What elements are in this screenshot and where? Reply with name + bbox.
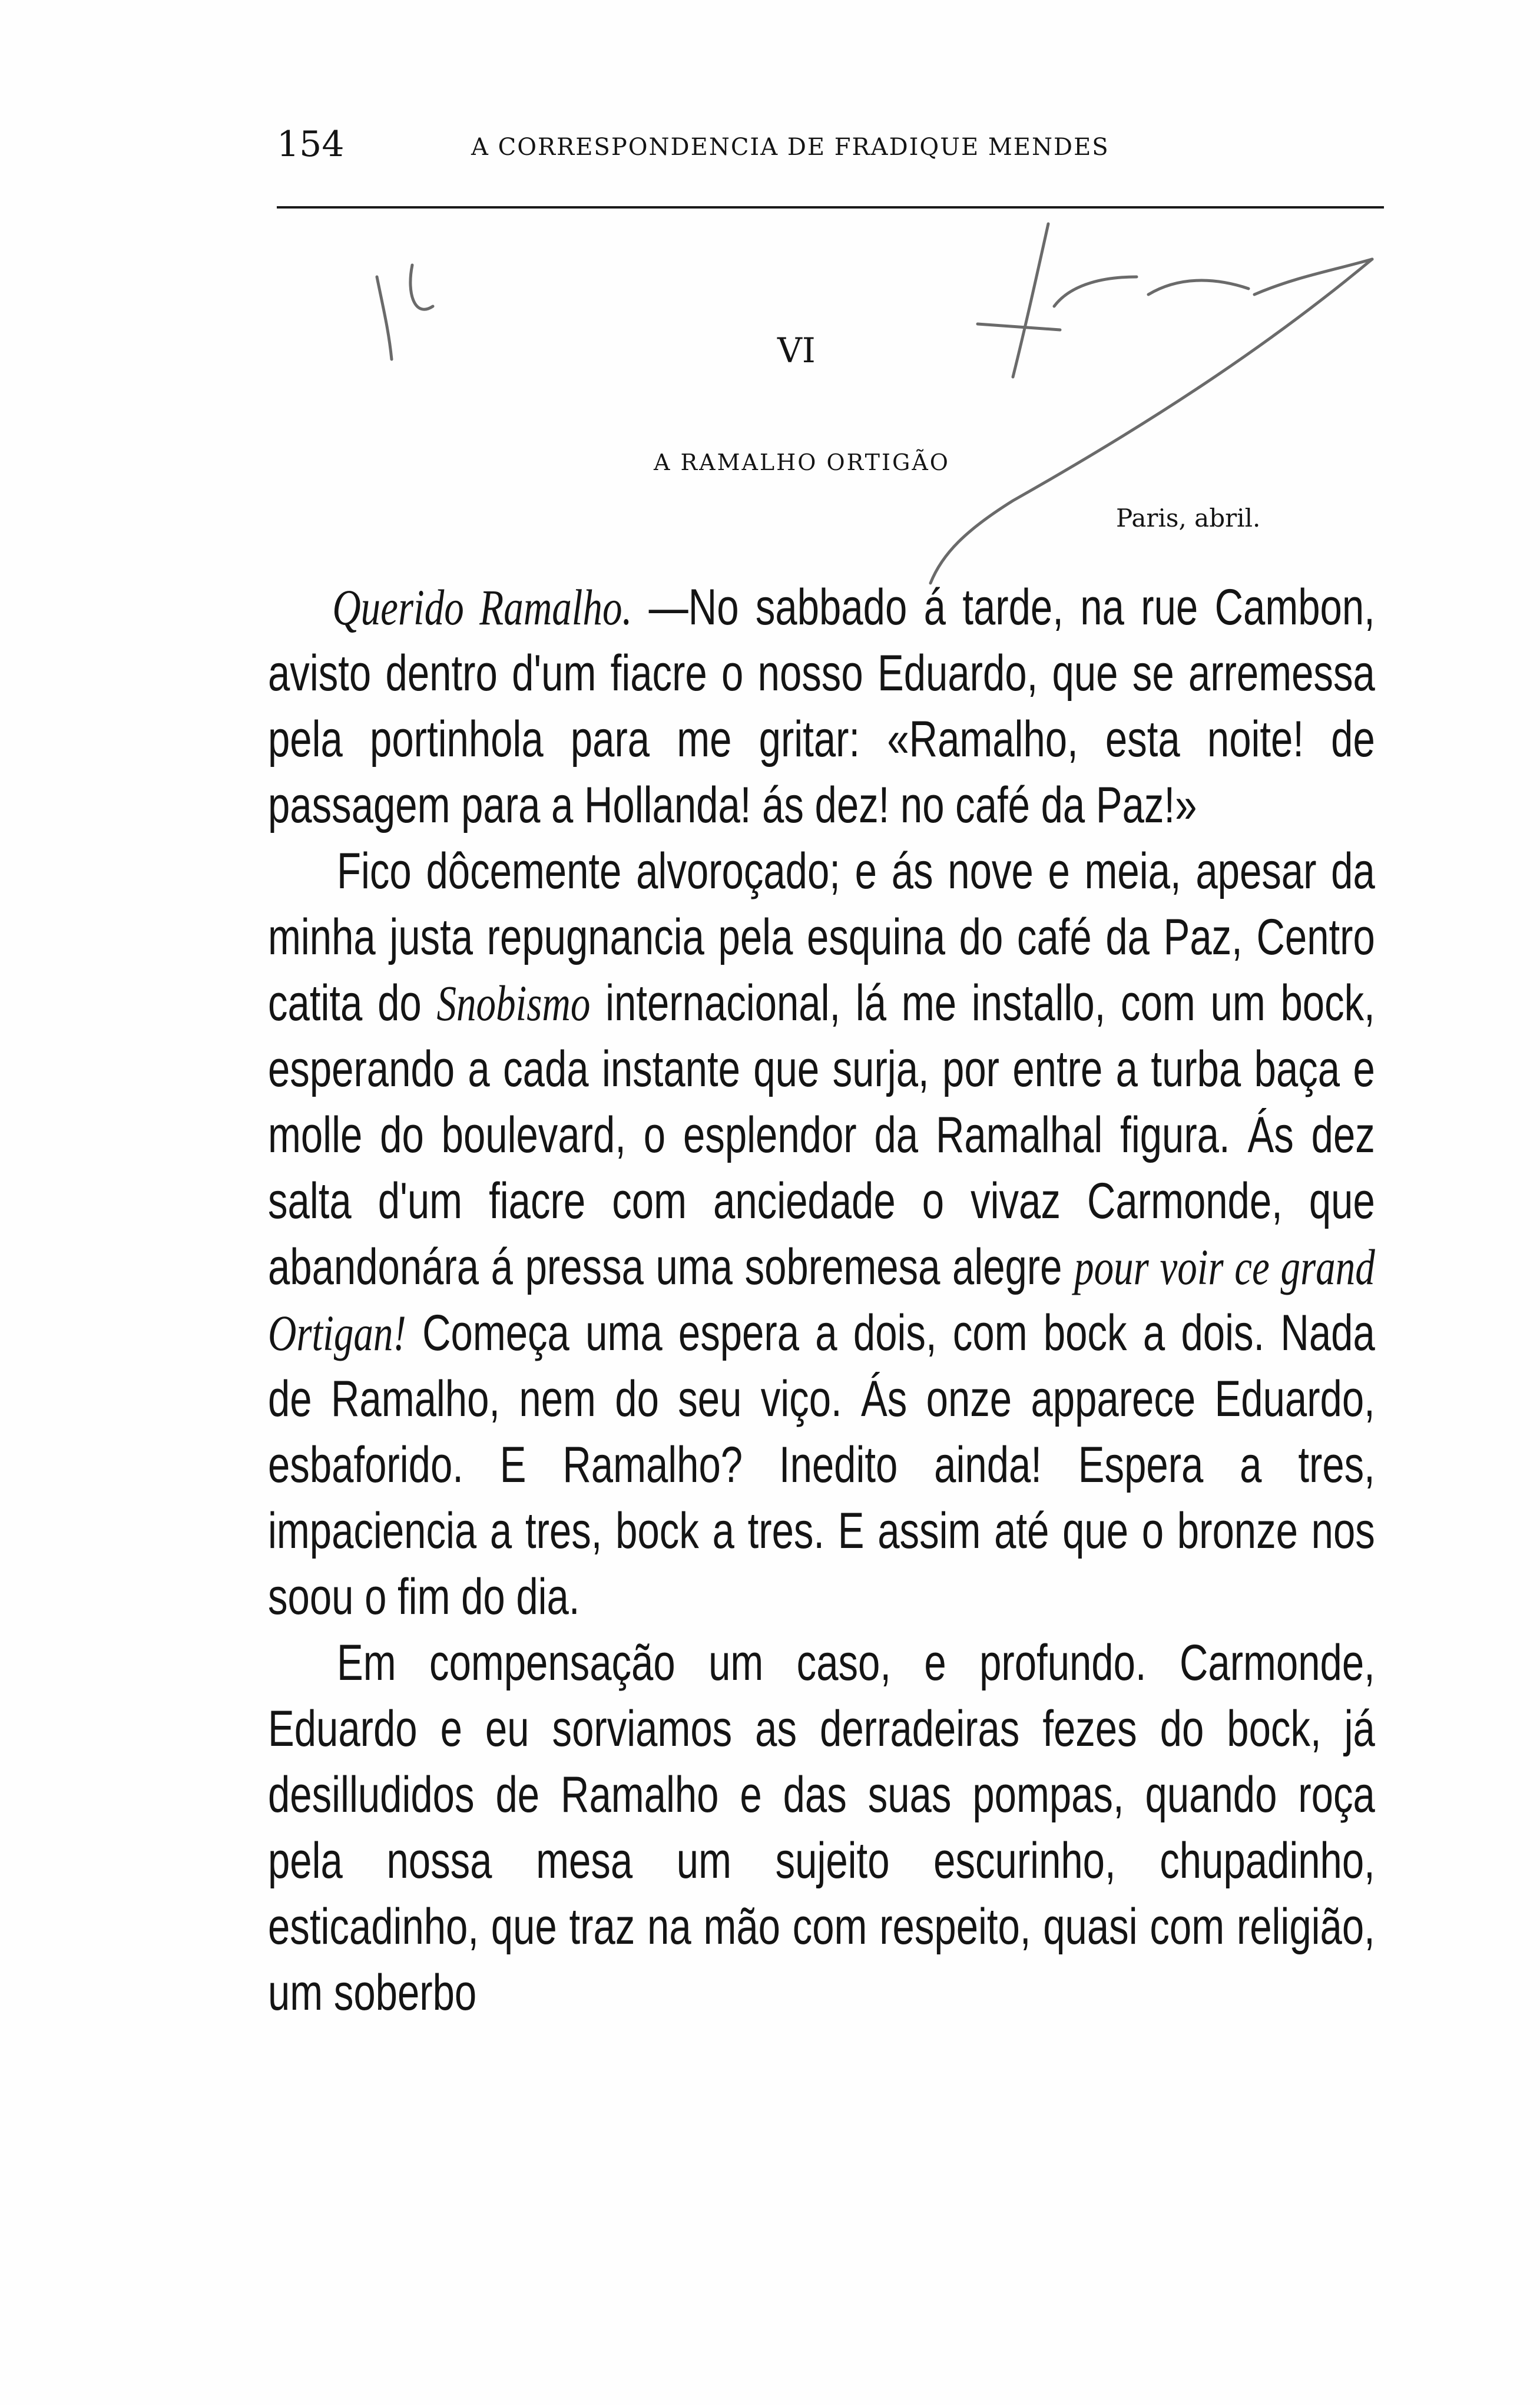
paragraph-1-text: —No sabbado á tarde, na rue Cambon, avisto dentro d'um fiacre o nosso Eduardo, que se arremessa pela portinhola para me gritar: «Ramalho, esta noite! de passagem para a Hollanda! ás dez! no café da Paz!»: [268, 579, 1375, 833]
pencil-mark-left: [377, 277, 392, 359]
paragraph-2-text-c: Começa uma espera a dois, com bock a dois. Nada de Ramalho, nem do seu viço. Ás onze apparece Eduardo, esbaforido. E Ramalho? Inedito ainda! Espera a tres, impaciencia a tres, bock a tres. E assim até que o bronze nos soou o fim do dia.: [268, 1305, 1375, 1625]
paragraph-3-text: Em compensação um caso, e profundo. Carmonde, Eduardo e eu sorviamos as derradeiras fezes do bock, já desilludidos de Ramalho e das suas pompas, quando roça pela nossa mesa um sujeito escurinho, chupadinho, esticadinho, que traz na mão com respeito, quasi com religião, um soberbo: [268, 1635, 1375, 2021]
chapter-title: A RAMALHO ORTIGÃO: [654, 449, 950, 475]
paragraph-2-text-a: Fico dôcemente alvoroçado; e ás nove e meia, apesar da minha justa repugnancia pela esquina do café da Paz, Centro catita do: [268, 843, 1375, 1031]
chapter-number: VI: [777, 330, 816, 370]
pencil-mark-left-2: [410, 265, 433, 309]
salutation: Querido Ramalho.: [332, 579, 632, 636]
dateline: Paris, abril.: [1116, 504, 1261, 532]
italic-pour-voir: pour voir ce grand Ortigan!: [268, 1239, 1375, 1361]
pencil-stroke: [930, 259, 1372, 583]
paragraph-2: [268, 838, 1375, 1630]
letter-body: [268, 574, 1375, 2026]
paragraph-3: [268, 1630, 1375, 2026]
paragraph-1: [268, 574, 1375, 838]
running-title: A CORRESPONDENCIA DE FRADIQUE MENDES: [471, 134, 1110, 161]
page-number: 154: [277, 124, 345, 165]
pencil-signature: [978, 224, 1372, 377]
paragraph-2-text-b: internacional, lá me installo, com um bock, esperando a cada instante que surja, por entre a turba baça e molle do boulevard, o esplendor da Ramalhal figura. Ás dez salta d'um fiacre com anciedade o vivaz Carmonde, que abandonára á pressa uma sobremesa alegre: [268, 975, 1375, 1295]
italic-snobismo: Snobismo: [436, 975, 591, 1031]
